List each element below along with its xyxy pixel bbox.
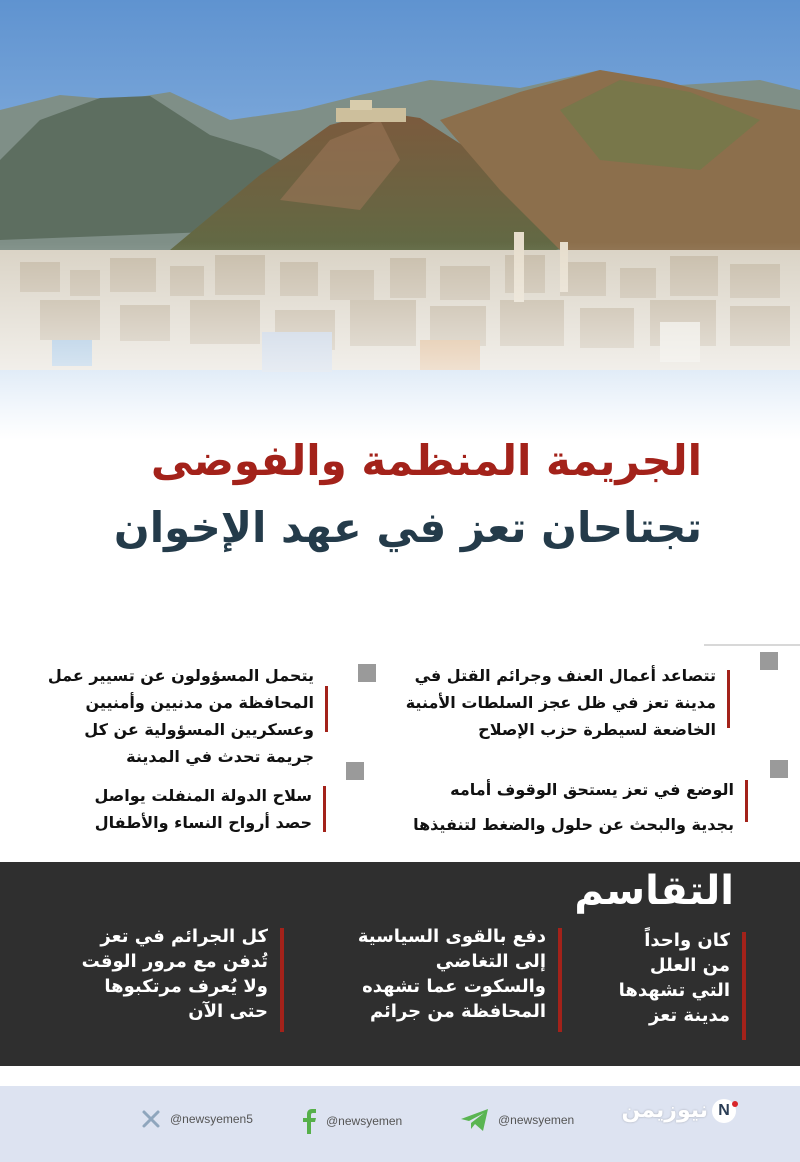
divider-line — [704, 644, 800, 646]
point-line: بجدية والبحث عن حلول والضغط لتنفيذها — [413, 815, 734, 834]
telegram-handle: @newsyemen — [498, 1113, 575, 1127]
social-telegram[interactable] — [460, 1108, 574, 1132]
point-line: حصد أرواح النساء والأطفال — [94, 813, 312, 832]
band-line: والسكوت عما تشهده — [362, 976, 546, 997]
square-bullet-icon — [346, 762, 364, 780]
headline — [0, 430, 800, 560]
point-line: يتحمل المسؤولون عن تسيير عمل — [47, 666, 314, 685]
newsyemen-logo — [621, 1098, 736, 1123]
point-line: سلاح الدولة المنفلت يواصل — [94, 786, 312, 805]
point-line: جريمة تحدث في المدينة — [126, 747, 314, 766]
band-line: مدينة تعز — [649, 1005, 730, 1026]
band-column-2 — [306, 924, 546, 1024]
band-column-1 — [570, 928, 730, 1028]
headline-line-2: تجتاحان تعز في عهد الإخوان — [113, 503, 702, 552]
square-bullet-icon — [358, 664, 376, 682]
facebook-icon — [300, 1108, 318, 1134]
square-bullet-icon — [770, 760, 788, 778]
band-line: كان واحداً — [644, 930, 730, 951]
band-line: إلى التغاضي — [435, 951, 546, 972]
band-line: المحافظة من جرائم — [369, 1001, 546, 1022]
hero-landscape-image — [0, 0, 800, 440]
logo-text: نيوزيمن — [621, 1098, 708, 1123]
point-situation-needs-action — [374, 776, 734, 838]
sharing-band — [0, 862, 800, 1066]
social-facebook[interactable] — [300, 1108, 402, 1134]
band-line: تُدفن مع مرور الوقت — [81, 951, 268, 972]
point-accent-bar — [325, 686, 328, 732]
point-line: الوضع في تعز يستحق الوقوف أمامه — [450, 780, 734, 799]
band-line: التي تشهدها — [618, 980, 730, 1001]
headline-line-1: الجريمة المنظمة والفوضى — [150, 436, 702, 485]
x-icon — [140, 1108, 162, 1130]
point-state-weapons — [42, 782, 312, 836]
point-line: المحافظة من مدنيين وأمنيين — [85, 693, 314, 712]
telegram-icon — [460, 1108, 490, 1132]
point-officials-responsible — [44, 662, 314, 770]
point-accent-bar — [727, 670, 730, 728]
band-column-bar — [280, 928, 284, 1032]
band-line: دفع بالقوى السياسية — [357, 926, 546, 947]
point-line: وعسكريين المسؤولية عن كل — [84, 720, 314, 739]
band-line: من العلل — [649, 955, 730, 976]
point-line: تتصاعد أعمال العنف وجرائم القتل في — [414, 666, 716, 685]
band-column-bar — [558, 928, 562, 1032]
x-handle: @newsyemen5 — [170, 1112, 253, 1126]
point-line: الخاضعة لسيطرة حزب الإصلاح — [478, 720, 716, 739]
band-column-bar — [742, 932, 746, 1040]
point-accent-bar — [745, 780, 748, 822]
footer — [0, 1086, 800, 1162]
band-line: ولا يُعرف مرتكبوها — [104, 976, 268, 997]
point-violence-rising — [386, 662, 716, 743]
social-x[interactable] — [140, 1108, 253, 1130]
facebook-handle: @newsyemen — [326, 1114, 403, 1128]
band-line: حتى الآن — [188, 1001, 268, 1022]
point-line: مدينة تعز في ظل عجز السلطات الأمنية — [405, 693, 716, 712]
logo-n-icon: N — [712, 1099, 736, 1123]
band-title: التقاسم — [574, 868, 734, 914]
band-column-3 — [38, 924, 268, 1024]
square-bullet-icon — [760, 652, 778, 670]
band-line: كل الجرائم في تعز — [100, 926, 268, 947]
point-accent-bar — [323, 786, 326, 832]
